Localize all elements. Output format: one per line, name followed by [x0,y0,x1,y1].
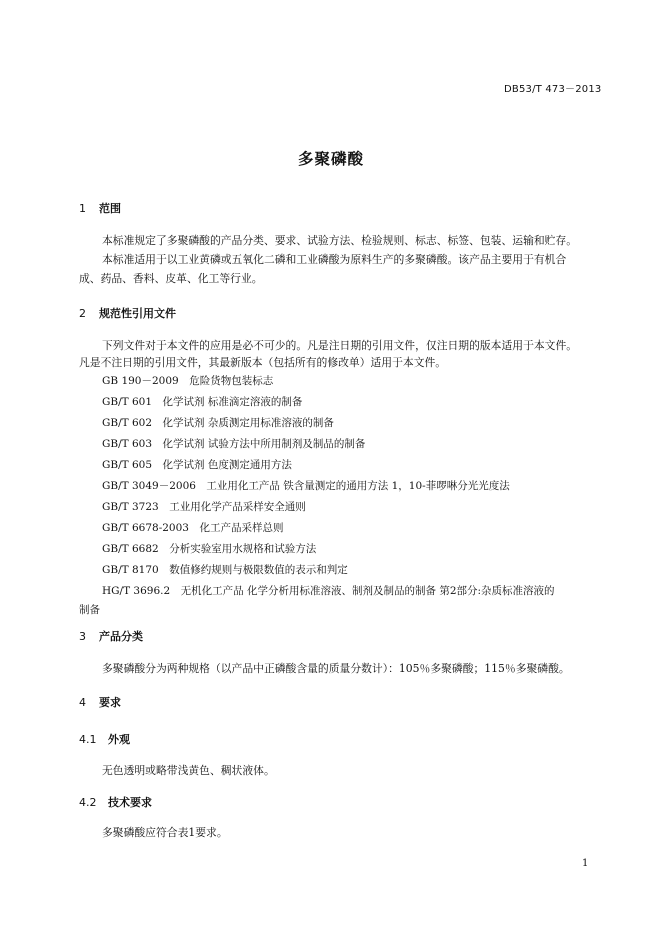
reference-item: GB/T 3723 工业用化学产品采样安全通则 [102,501,306,513]
reference-item: GB/T 3049－2006 工业用化工产品 铁含量测定的通用方法 1，10-菲啰啉分光光度法 [102,480,510,492]
section-3-paragraph: 多聚磷酸分为两种规格（以产品中正磷酸含量的质量分数计）：105％多聚磷酸；115％多聚磷酸。 [102,662,570,675]
section-4-2-text: 多聚磷酸应符合表1要求。 [102,826,228,839]
reference-item: GB/T 605 化学试剂 色度测定通用方法 [102,459,292,471]
reference-item: GB/T 602 化学试剂 杂质测定用标准溶液的制备 [102,417,334,429]
section-2-title: 规范性引用文件 [99,307,176,320]
section-2-intro: 下列文件对于本文件的应用是必不可少的。凡是注日期的引用文件，仅注日期的版本适用于本文件。 [102,339,578,352]
section-4-number: 4 [79,696,86,709]
section-1-number: 1 [79,202,86,215]
section-4-1-text: 无色透明或略带浅黄色、稠状液体。 [102,764,275,777]
page-number: 1 [582,858,589,869]
reference-item-cont: 制备 [79,604,100,616]
reference-item: GB/T 8170 数值修约规则与极限数值的表示和判定 [102,564,348,576]
reference-item: GB/T 6682 分析实验室用水规格和试验方法 [102,543,317,555]
reference-item: HG/T 3696.2 无机化工产品 化学分析用标准溶液、制剂及制品的制备 第2部分:杂质标准溶液的 [102,585,555,597]
section-1-paragraph-2-cont: 成、药品、香料、皮革、化工等行业。 [79,272,263,285]
section-3-number: 3 [79,630,86,643]
section-4-2-title: 技术要求 [108,796,152,809]
document-title: 多聚磷酸 [297,150,364,168]
section-1-paragraph-2: 本标准适用于以工业黄磷或五氧化二磷和工业磷酸为原料生产的多聚磷酸。该产品主要用于有机合 [102,253,567,266]
document-code: DB53/T 473－2013 [504,84,602,95]
section-1-paragraph-1: 本标准规定了多聚磷酸的产品分类、要求、试验方法、检验规则、标志、标签、包装、运输和贮存。 [102,234,578,247]
reference-item: GB 190－2009 危险货物包装标志 [102,375,274,387]
reference-item: GB/T 601 化学试剂 标准滴定溶液的制备 [102,396,303,408]
section-4-title: 要求 [99,696,121,709]
section-4-heading [79,694,121,710]
section-2-intro-cont: 凡是不注日期的引用文件，其最新版本（包括所有的修改单）适用于本文件。 [79,356,447,369]
section-1-heading [79,200,121,216]
section-4-1-number: 4.1 [79,733,97,746]
section-2-heading [79,305,176,321]
section-2-number: 2 [79,307,86,320]
section-4-2-heading [79,794,152,810]
section-4-1-heading [79,731,130,747]
section-4-2-number: 4.2 [79,796,97,809]
section-4-1-title: 外观 [108,733,130,746]
reference-item: GB/T 603 化学试剂 试验方法中所用制剂及制品的制备 [102,438,366,450]
section-3-heading [79,628,143,644]
section-1-title: 范围 [99,202,121,215]
section-3-title: 产品分类 [99,630,143,643]
reference-item: GB/T 6678-2003 化工产品采样总则 [102,522,284,534]
